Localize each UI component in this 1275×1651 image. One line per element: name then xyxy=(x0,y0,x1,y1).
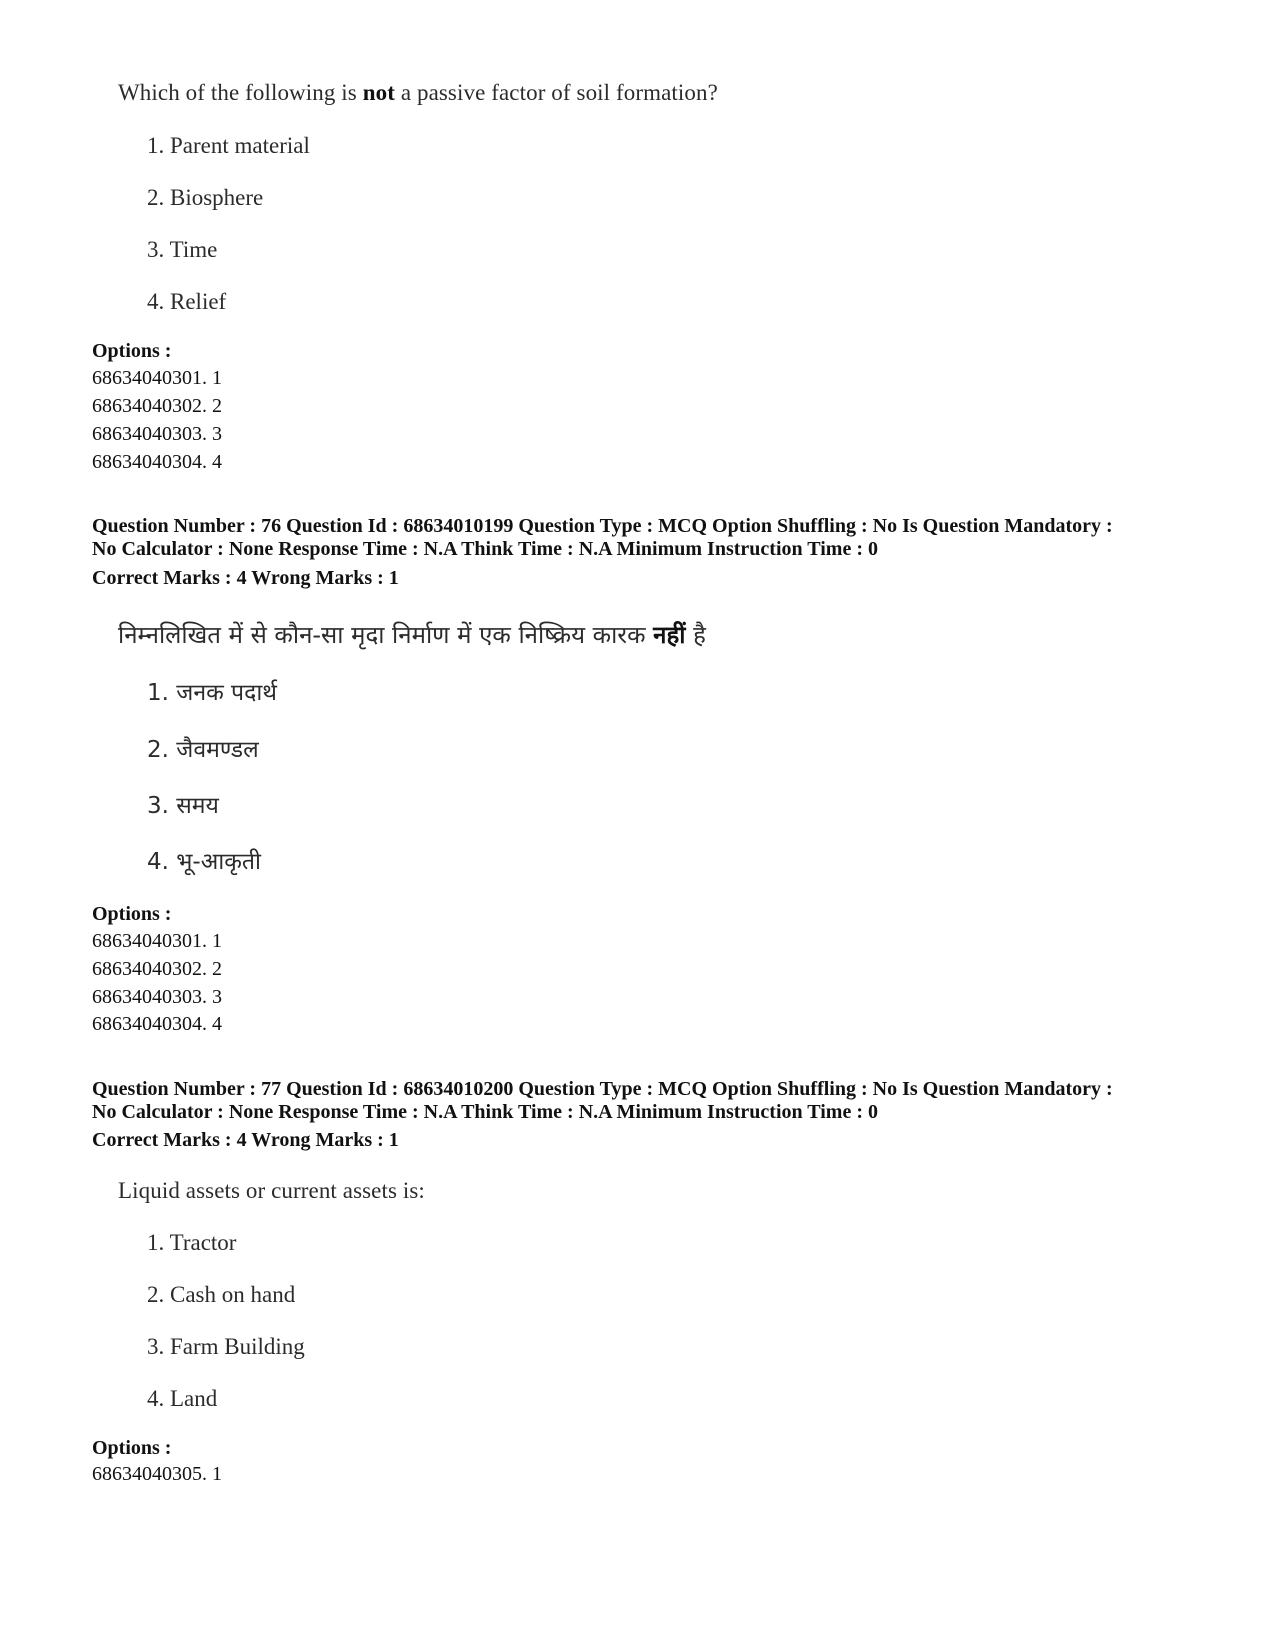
question-75-choice-4: 4. Relief xyxy=(147,289,227,314)
question-76-choice-3: 3. समय xyxy=(147,793,219,819)
question-76-meta-line-1: Question Number : 76 Question Id : 68634010199 Question Type : MCQ Option Shuffling : No Is Question Mandatory : xyxy=(92,515,1113,537)
question-77-meta-line-1: Question Number : 77 Question Id : 68634010200 Question Type : MCQ Option Shuffling : No Is Question Mandatory : xyxy=(92,1078,1113,1100)
question-76-text xyxy=(118,618,706,651)
question-text-part: निम्नलिखित में से कौन-सा मृदा निर्माण में एक निष्क्रिय कारक xyxy=(118,621,654,649)
question-77-marks: Correct Marks : 4 Wrong Marks : 1 xyxy=(92,1129,399,1151)
options-label: Options : xyxy=(92,1437,172,1459)
question-75-text xyxy=(118,80,718,106)
question-emphasis: not xyxy=(362,80,395,105)
question-76-choice-1: 1. जनक पदार्थ xyxy=(147,680,277,706)
question-76-choice-2: 2. जैवमण्डल xyxy=(147,737,259,763)
question-text-part: Which of the following is xyxy=(118,80,363,105)
option-id-line: 68634040303. 3 xyxy=(92,423,222,445)
option-id-line: 68634040302. 2 xyxy=(92,395,222,417)
question-76-marks: Correct Marks : 4 Wrong Marks : 1 xyxy=(92,567,399,589)
option-id-line: 68634040302. 2 xyxy=(92,958,222,980)
question-76-choice-4: 4. भू-आकृती xyxy=(147,849,261,875)
question-75-choice-1: 1. Parent material xyxy=(147,133,310,158)
question-77-meta-line-2: No Calculator : None Response Time : N.A Think Time : N.A Minimum Instruction Time : 0 xyxy=(92,1101,878,1123)
question-77-choice-1: 1. Tractor xyxy=(147,1230,237,1255)
question-77-choice-4: 4. Land xyxy=(147,1386,218,1411)
option-id-line: 68634040303. 3 xyxy=(92,986,222,1008)
question-77-choice-3: 3. Farm Building xyxy=(147,1334,305,1359)
options-label: Options : xyxy=(92,340,172,362)
question-text-part: a passive factor of soil formation? xyxy=(394,80,718,105)
option-id-line: 68634040304. 4 xyxy=(92,451,222,473)
question-77-choice-2: 2. Cash on hand xyxy=(147,1282,296,1307)
options-label: Options : xyxy=(92,903,172,925)
option-id-line: 68634040301. 1 xyxy=(92,930,222,952)
question-emphasis: नहीं xyxy=(653,621,686,649)
option-id-line: 68634040305. 1 xyxy=(92,1463,222,1485)
question-text-part: है xyxy=(685,621,706,649)
question-75-choice-2: 2. Biosphere xyxy=(147,185,264,210)
option-id-line: 68634040301. 1 xyxy=(92,367,222,389)
option-id-line: 68634040304. 4 xyxy=(92,1013,222,1035)
question-76-meta-line-2: No Calculator : None Response Time : N.A Think Time : N.A Minimum Instruction Time : 0 xyxy=(92,538,878,560)
question-75-choice-3: 3. Time xyxy=(147,237,218,262)
question-77-text: Liquid assets or current assets is: xyxy=(118,1178,425,1203)
